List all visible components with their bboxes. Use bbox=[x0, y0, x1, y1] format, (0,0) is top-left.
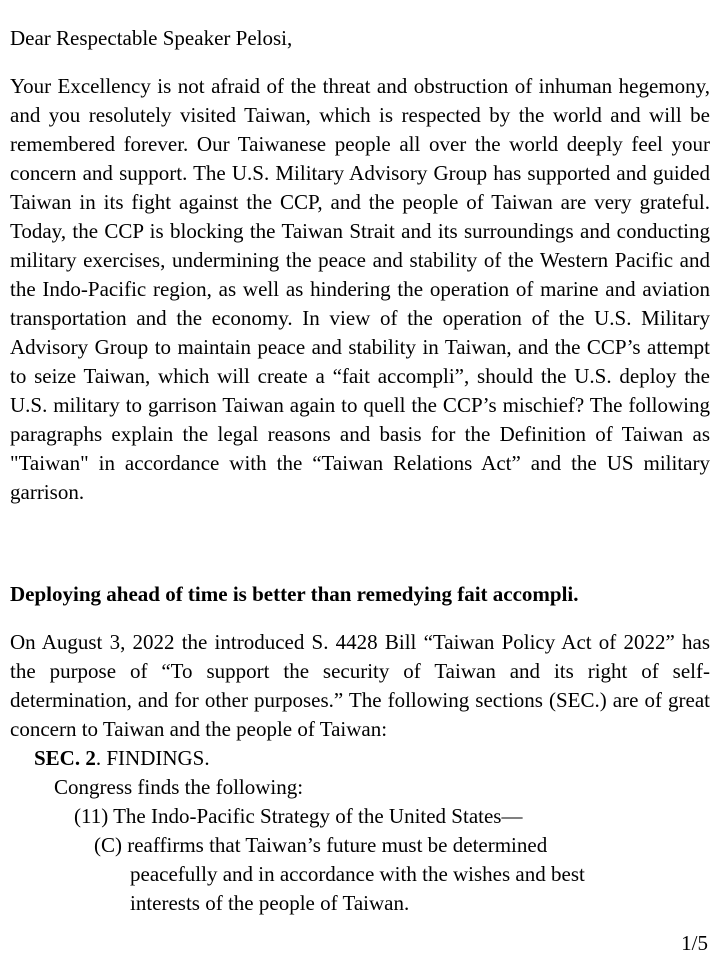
sec-2-findings bbox=[34, 744, 210, 773]
finding-item-11: (11) The Indo-Pacific Strategy of the United States— bbox=[74, 804, 523, 828]
paragraph-bill: On August 3, 2022 the introduced S. 4428 Bill “Taiwan Policy Act of 2022” has the purpose of “To support the security of Taiwan and its right of self-determination, and for other purposes.” The following sections (SEC.) are of great concern to Taiwan and the people of Taiwan: bbox=[10, 630, 710, 741]
section-heading: Deploying ahead of time is better than remedying fait accompli. bbox=[10, 582, 579, 606]
finding-item-c-line-2: peacefully and in accordance with the wishes and best bbox=[130, 862, 585, 886]
finding-item-c-line-3: interests of the people of Taiwan. bbox=[130, 891, 410, 915]
salutation: Dear Respectable Speaker Pelosi, bbox=[10, 26, 293, 50]
page-number: 1/5 bbox=[681, 931, 708, 955]
paragraph-intro: Your Excellency is not afraid of the threat and obstruction of inhuman hegemony, and you resolutely visited Taiwan, which is respected by the world and will be remembered forever. Our Taiwanese people all over the world deeply feel your concern and support. The U.S. Military Advisory Group has supported and guided Taiwan in its fight against the CCP, and the people of Taiwan are very grateful. Today, the CCP is blocking the Taiwan Strait and its surroundings and conducting military exercises, undermining the peace and stability of the Western Pacific and the Indo-Pacific region, as well as hindering the operation of marine and aviation transportation and the economy. In view of the operation of the U.S. Military Advisory Group to maintain peace and stability in Taiwan, and the CCP’s attempt to seize Taiwan, which will create a “fait accompli”, should the U.S. deploy the U.S. military to garrison Taiwan again to quell the CCP’s mischief? The following paragraphs explain the legal reasons and basis for the Definition of Taiwan as "Taiwan" in accordance with the “Taiwan Relations Act” and the US military garrison. bbox=[10, 74, 710, 504]
finding-item-c-line-1: (C) reaffirms that Taiwan’s future must be determined bbox=[94, 833, 548, 857]
sec-2-title: . FINDINGS. bbox=[95, 746, 210, 770]
sec-2-label: SEC. 2 bbox=[34, 746, 96, 770]
congress-finds-line: Congress finds the following: bbox=[54, 775, 304, 799]
